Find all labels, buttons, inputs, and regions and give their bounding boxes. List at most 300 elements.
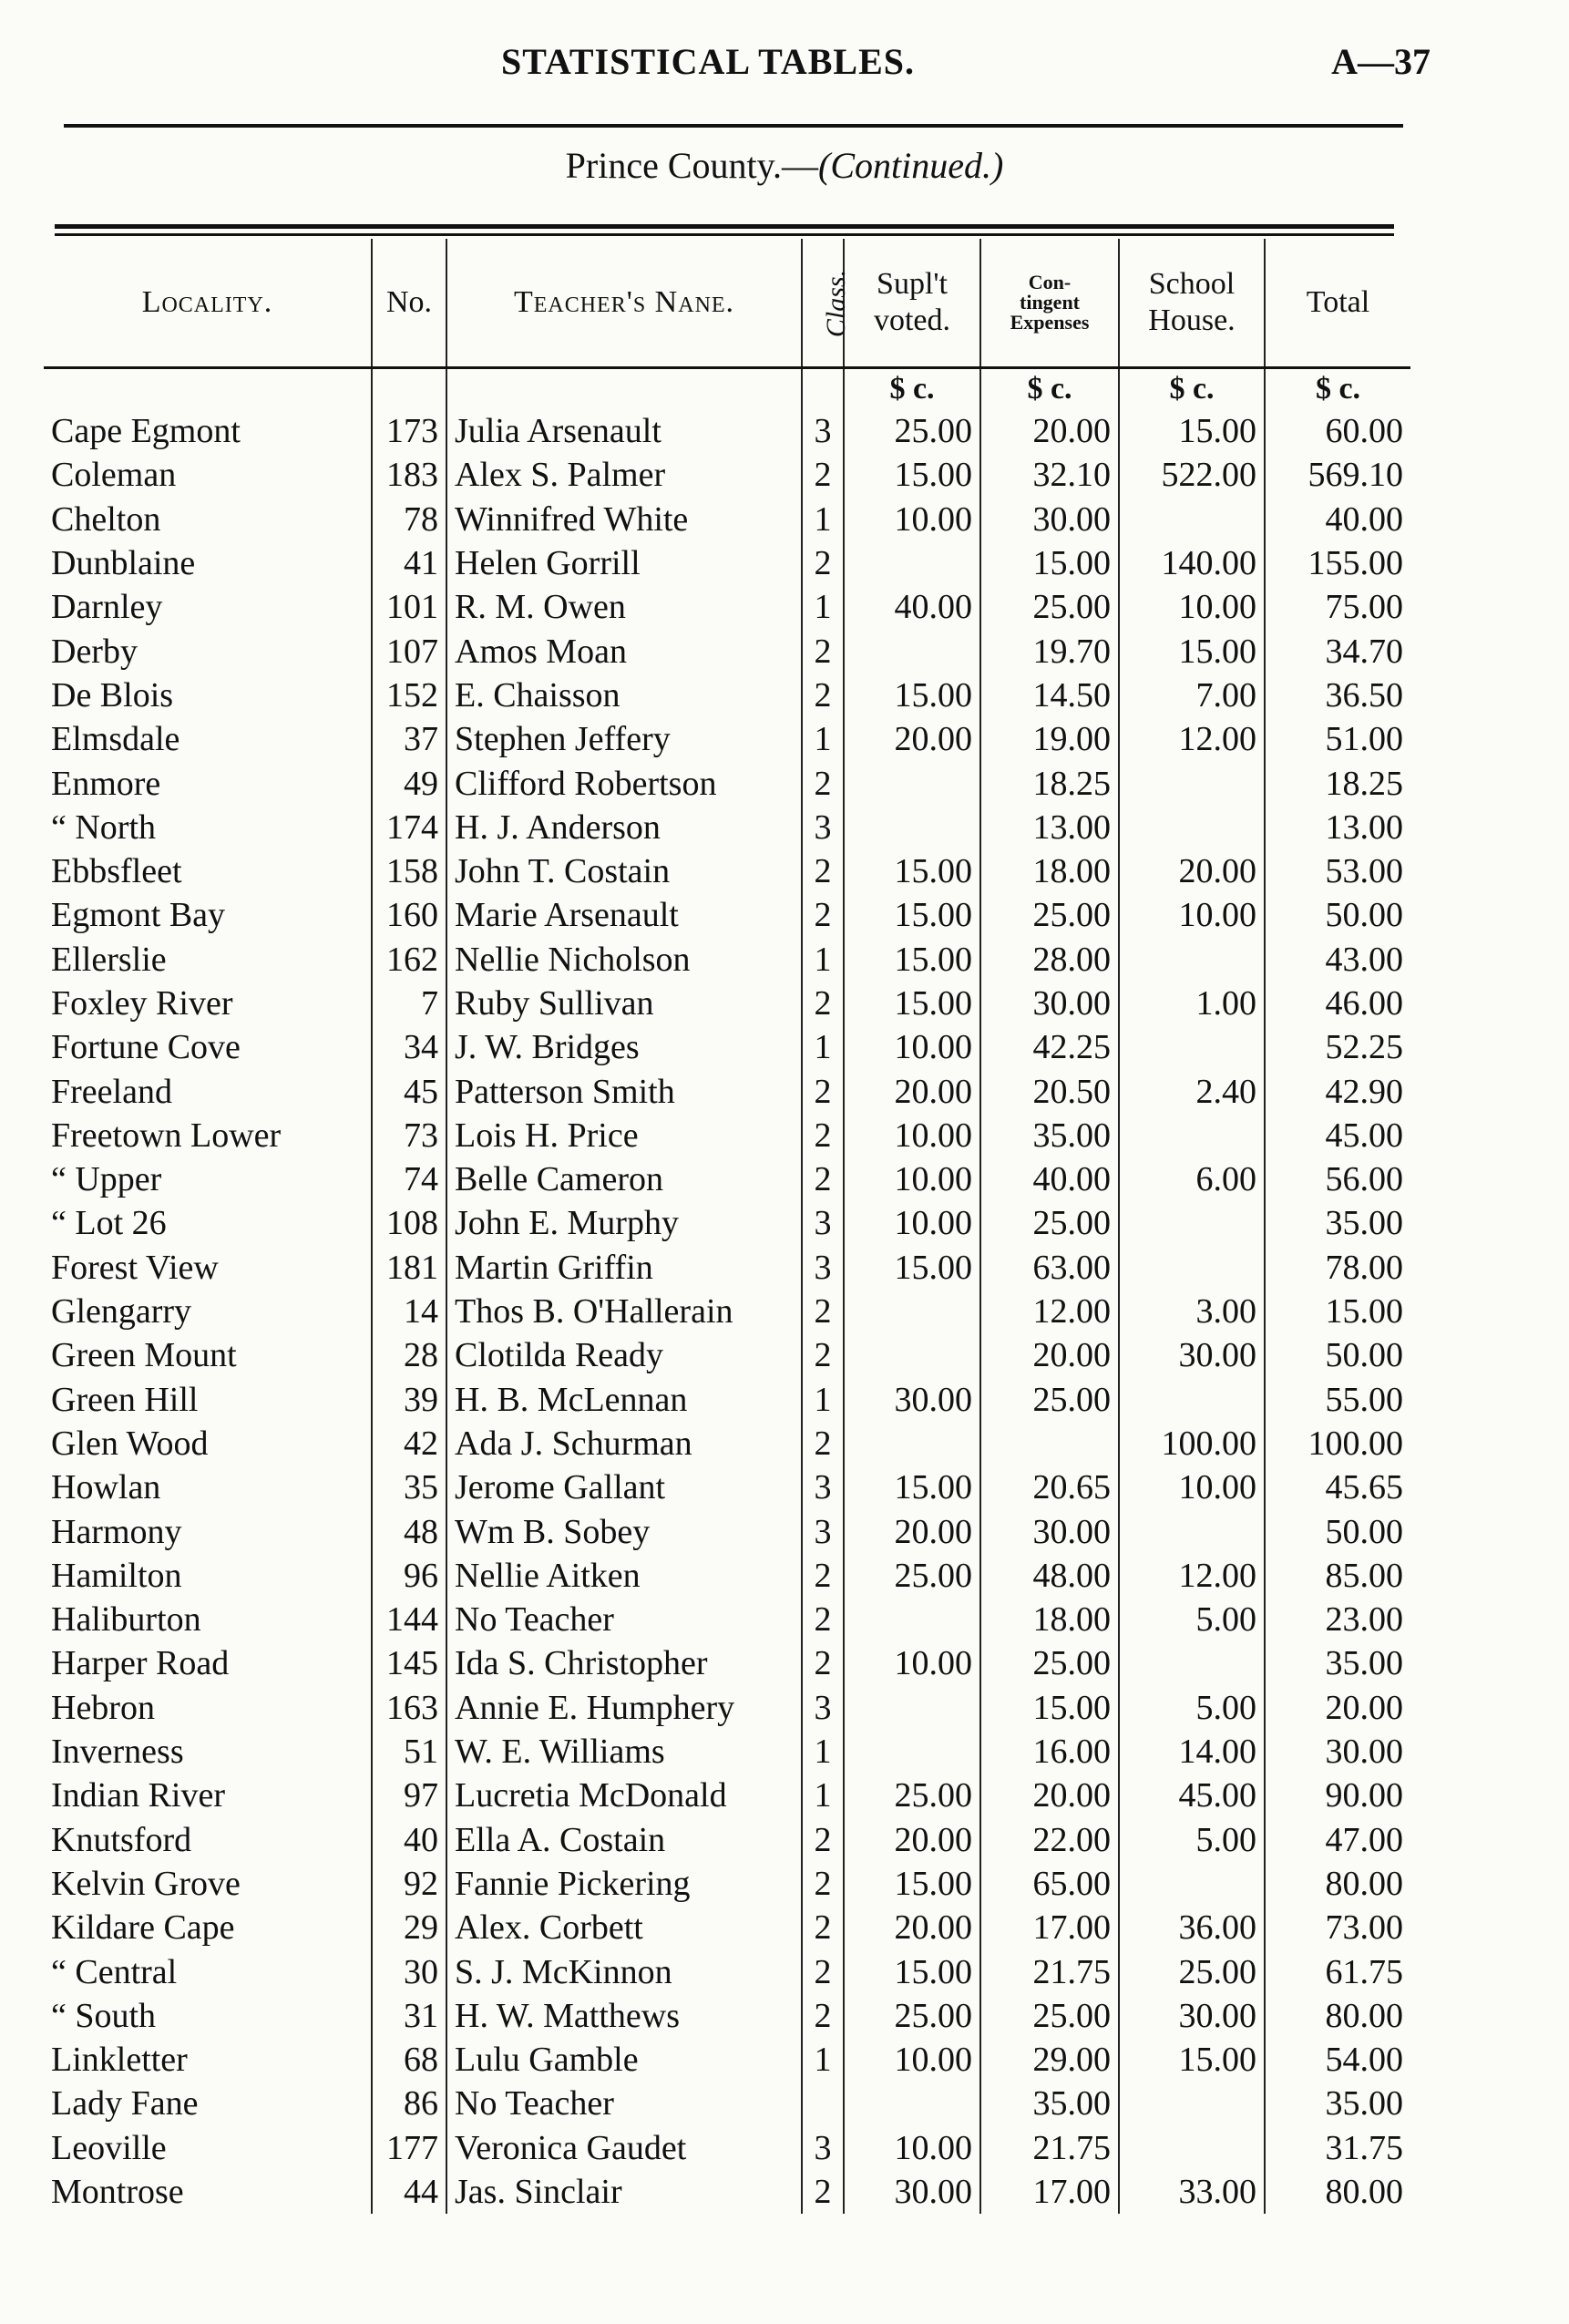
cell-contingent-expenses: 25.00 (980, 1201, 1119, 1245)
cell-contingent-expenses: 17.00 (980, 2170, 1119, 2214)
cell-school-house: 522.00 (1119, 453, 1265, 497)
cell-suppt-voted: 15.00 (844, 982, 980, 1025)
table-row (44, 2126, 1410, 2170)
table-row (44, 761, 1410, 805)
cell-school-no: 48 (372, 1509, 446, 1553)
cell-school-house (1119, 498, 1265, 541)
table-row (44, 982, 1410, 1025)
cell-school-no: 40 (372, 1818, 446, 1862)
cell-school-house: 5.00 (1119, 1598, 1265, 1641)
cell-suppt-voted (844, 1730, 980, 1774)
cell-locality: Haliburton (51, 1600, 201, 1640)
table-row (44, 2038, 1410, 2082)
cell-school-no: 39 (372, 1378, 446, 1422)
cell-class: 1 (802, 1025, 844, 1069)
cell-total: 61.75 (1265, 1949, 1410, 1993)
table-row (44, 1730, 1410, 1774)
cell-teacher: Belle Cameron (446, 1157, 802, 1201)
cell-teacher: H. W. Matthews (446, 1994, 802, 2038)
cell-total: 13.00 (1265, 806, 1410, 849)
cell-teacher: Clifford Robertson (446, 761, 802, 805)
cell-school-no: 78 (372, 498, 446, 541)
cell-class: 1 (802, 1774, 844, 1817)
cell-locality: “ Central (51, 1952, 178, 1991)
cell-school-no: 108 (372, 1201, 446, 1245)
cell-school-no: 86 (372, 2082, 446, 2125)
cell-total: 15.00 (1265, 1290, 1410, 1333)
cell-school-no: 51 (372, 1730, 446, 1774)
subtitle-continued: (Continued.) (818, 145, 1004, 186)
cell-school-no: 96 (372, 1554, 446, 1598)
cell-total: 42.90 (1265, 1069, 1410, 1113)
cell-class: 2 (802, 1994, 844, 2038)
cell-teacher: Alex. Corbett (446, 1906, 802, 1949)
cell-school-no: 145 (372, 1641, 446, 1685)
cell-suppt-voted: 30.00 (844, 2170, 980, 2214)
cell-contingent-expenses: 25.00 (980, 1641, 1119, 1685)
cell-class: 2 (802, 1114, 844, 1157)
cell-teacher: H. J. Anderson (446, 806, 802, 849)
cell-total: 20.00 (1265, 1686, 1410, 1730)
cell-school-house: 7.00 (1119, 674, 1265, 717)
col-header-school-house: School House. (1119, 239, 1265, 368)
cell-locality: Lady Fane (51, 2084, 199, 2123)
cell-total: 80.00 (1265, 1862, 1410, 1906)
cell-class: 2 (802, 541, 844, 585)
cell-class: 2 (802, 1554, 844, 1598)
col-header-locality: Locality. (44, 239, 372, 368)
table-row (44, 1157, 1410, 1201)
cell-school-no: 162 (372, 938, 446, 982)
cell-locality: Linkletter (51, 2041, 188, 2080)
cell-contingent-expenses: 21.75 (980, 1949, 1119, 1993)
cell-locality: Green Hill (51, 1380, 199, 1419)
cell-suppt-voted: 10.00 (844, 1025, 980, 1069)
table-row (44, 1818, 1410, 1862)
cell-suppt-voted (844, 1686, 980, 1730)
cell-contingent-expenses: 25.00 (980, 585, 1119, 629)
cell-class: 2 (802, 849, 844, 893)
col-header-no: No. (372, 239, 446, 368)
units-cell-blank (802, 368, 844, 410)
cell-suppt-voted (844, 1333, 980, 1377)
cell-teacher: No Teacher (446, 1598, 802, 1641)
cell-school-no: 45 (372, 1069, 446, 1113)
cell-total: 569.10 (1265, 453, 1410, 497)
cell-school-no: 68 (372, 2038, 446, 2082)
cell-locality: Harmony (51, 1512, 182, 1551)
cell-contingent-expenses: 35.00 (980, 2082, 1119, 2125)
cell-total: 85.00 (1265, 1554, 1410, 1598)
cell-total: 40.00 (1265, 498, 1410, 541)
cell-locality: Hamilton (51, 1556, 182, 1595)
cell-suppt-voted: 15.00 (844, 893, 980, 937)
cell-suppt-voted: 25.00 (844, 409, 980, 453)
cell-teacher: Stephen Jeffery (446, 717, 802, 761)
cell-school-no: 144 (372, 1598, 446, 1641)
cell-teacher: Jerome Gallant (446, 1465, 802, 1509)
cell-class: 2 (802, 453, 844, 497)
table-row (44, 1641, 1410, 1685)
cell-school-no: 92 (372, 1862, 446, 1906)
cell-class: 3 (802, 1201, 844, 1245)
cell-contingent-expenses: 30.00 (980, 498, 1119, 541)
table-row (44, 849, 1410, 893)
cell-school-house: 1.00 (1119, 982, 1265, 1025)
cell-total: 45.65 (1265, 1465, 1410, 1509)
cell-suppt-voted (844, 629, 980, 673)
cell-contingent-expenses: 15.00 (980, 541, 1119, 585)
cell-total: 100.00 (1265, 1422, 1410, 1465)
cell-school-house: 100.00 (1119, 1422, 1265, 1465)
table-row (44, 409, 1410, 453)
cell-suppt-voted: 20.00 (844, 1906, 980, 1949)
cell-school-no: 181 (372, 1246, 446, 1290)
cell-total: 52.25 (1265, 1025, 1410, 1069)
cell-locality: Fortune Cove (51, 1028, 241, 1067)
cell-locality: Dunblaine (51, 544, 196, 583)
cell-suppt-voted: 20.00 (844, 1069, 980, 1113)
cell-contingent-expenses: 28.00 (980, 938, 1119, 982)
cell-school-house: 15.00 (1119, 409, 1265, 453)
cell-school-house (1119, 806, 1265, 849)
cell-school-house: 14.00 (1119, 1730, 1265, 1774)
cell-teacher: Ada J. Schurman (446, 1422, 802, 1465)
cell-class: 2 (802, 674, 844, 717)
cell-suppt-voted: 10.00 (844, 1114, 980, 1157)
cell-locality: Kelvin Grove (51, 1864, 241, 1903)
cell-teacher: W. E. Williams (446, 1730, 802, 1774)
cell-contingent-expenses: 29.00 (980, 2038, 1119, 2082)
cell-school-no: 158 (372, 849, 446, 893)
cell-class: 3 (802, 2126, 844, 2170)
cell-suppt-voted: 15.00 (844, 453, 980, 497)
cell-locality: “ Lot 26 (51, 1204, 167, 1243)
cell-contingent-expenses: 14.50 (980, 674, 1119, 717)
cell-school-house (1119, 1862, 1265, 1906)
cell-school-house (1119, 938, 1265, 982)
cell-class: 2 (802, 1818, 844, 1862)
cell-suppt-voted: 10.00 (844, 2126, 980, 2170)
cell-school-no: 49 (372, 761, 446, 805)
cell-suppt-voted (844, 1422, 980, 1465)
cell-contingent-expenses: 19.00 (980, 717, 1119, 761)
cell-suppt-voted: 15.00 (844, 849, 980, 893)
cell-teacher: Lucretia McDonald (446, 1774, 802, 1817)
cell-total: 43.00 (1265, 938, 1410, 982)
cell-class: 3 (802, 1509, 844, 1553)
cell-contingent-expenses: 18.25 (980, 761, 1119, 805)
table-row (44, 1246, 1410, 1290)
cell-locality: Glengarry (51, 1292, 192, 1332)
cell-suppt-voted: 25.00 (844, 1994, 980, 2038)
cell-school-no: 29 (372, 1906, 446, 1949)
cell-locality: Hebron (51, 1688, 155, 1727)
cell-school-no: 44 (372, 2170, 446, 2214)
statistics-table (44, 239, 1410, 2214)
cell-total: 73.00 (1265, 1906, 1410, 1949)
cell-total: 80.00 (1265, 2170, 1410, 2214)
cell-teacher: Nellie Aitken (446, 1554, 802, 1598)
cell-school-house: 12.00 (1119, 717, 1265, 761)
cell-suppt-voted (844, 761, 980, 805)
table-row (44, 1290, 1410, 1333)
cell-locality: Knutsford (51, 1820, 192, 1859)
cell-class (802, 2082, 844, 2125)
cell-teacher: E. Chaisson (446, 674, 802, 717)
cell-school-house: 10.00 (1119, 893, 1265, 937)
cell-total: 31.75 (1265, 2126, 1410, 2170)
cell-school-house: 5.00 (1119, 1818, 1265, 1862)
cell-school-house: 2.40 (1119, 1069, 1265, 1113)
cell-contingent-expenses: 30.00 (980, 1509, 1119, 1553)
units-total: $ c. (1265, 368, 1410, 410)
cell-school-no: 177 (372, 2126, 446, 2170)
cell-school-house: 3.00 (1119, 1290, 1265, 1333)
cell-teacher: R. M. Owen (446, 585, 802, 629)
table-row (44, 1422, 1410, 1465)
cell-class: 1 (802, 1730, 844, 1774)
table-row (44, 1201, 1410, 1245)
cell-school-house: 30.00 (1119, 1994, 1265, 2038)
cell-school-no: 74 (372, 1157, 446, 1201)
cell-class: 2 (802, 893, 844, 937)
cell-suppt-voted (844, 1290, 980, 1333)
cell-total: 23.00 (1265, 1598, 1410, 1641)
table-row (44, 1949, 1410, 1993)
cell-school-house: 15.00 (1119, 2038, 1265, 2082)
cell-locality: Forest View (51, 1248, 219, 1287)
cell-school-house: 33.00 (1119, 2170, 1265, 2214)
cell-locality: Ellerslie (51, 940, 167, 979)
cell-teacher: Thos B. O'Hallerain (446, 1290, 802, 1333)
cell-locality: Chelton (51, 499, 161, 539)
cell-class: 2 (802, 1422, 844, 1465)
cell-contingent-expenses: 22.00 (980, 1818, 1119, 1862)
cell-suppt-voted: 10.00 (844, 1641, 980, 1685)
cell-contingent-expenses: 42.25 (980, 1025, 1119, 1069)
cell-suppt-voted: 10.00 (844, 498, 980, 541)
cell-total: 35.00 (1265, 2082, 1410, 2125)
cell-school-house: 5.00 (1119, 1686, 1265, 1730)
cell-school-house (1119, 1246, 1265, 1290)
cell-total: 18.25 (1265, 761, 1410, 805)
cell-contingent-expenses: 16.00 (980, 1730, 1119, 1774)
table-top-rule (55, 224, 1394, 229)
cell-total: 90.00 (1265, 1774, 1410, 1817)
cell-suppt-voted: 25.00 (844, 1774, 980, 1817)
cell-contingent-expenses: 65.00 (980, 1862, 1119, 1906)
cell-teacher: Patterson Smith (446, 1069, 802, 1113)
table-row (44, 806, 1410, 849)
cell-school-house (1119, 1509, 1265, 1553)
table-row (44, 1025, 1410, 1069)
cell-teacher: John T. Costain (446, 849, 802, 893)
cell-school-no: 35 (372, 1465, 446, 1509)
cell-school-house: 12.00 (1119, 1554, 1265, 1598)
cell-school-no: 97 (372, 1774, 446, 1817)
cell-total: 30.00 (1265, 1730, 1410, 1774)
table-row (44, 2082, 1410, 2125)
cell-class: 2 (802, 1641, 844, 1685)
cell-school-no: 73 (372, 1114, 446, 1157)
col-header-teacher: Teacher's Nane. (446, 239, 802, 368)
table-row (44, 1114, 1410, 1157)
page-number: A—37 (1331, 41, 1431, 82)
cell-locality: Kildare Cape (51, 1908, 235, 1948)
table-row (44, 498, 1410, 541)
cell-school-house (1119, 761, 1265, 805)
cell-teacher: Jas. Sinclair (446, 2170, 802, 2214)
subtitle-main: Prince County.— (565, 145, 819, 186)
cell-suppt-voted: 15.00 (844, 1465, 980, 1509)
cell-teacher: Ruby Sullivan (446, 982, 802, 1025)
cell-contingent-expenses: 21.75 (980, 2126, 1119, 2170)
contingent-label-3: Expenses (1010, 311, 1090, 334)
cell-total: 35.00 (1265, 1641, 1410, 1685)
cell-locality: Ebbsfleet (51, 852, 182, 891)
cell-school-no: 37 (372, 717, 446, 761)
cell-school-house (1119, 1114, 1265, 1157)
cell-total: 60.00 (1265, 409, 1410, 453)
units-suppt: $ c. (844, 368, 980, 410)
cell-school-house: 6.00 (1119, 1157, 1265, 1201)
table-row (44, 1509, 1410, 1553)
cell-total: 155.00 (1265, 541, 1410, 585)
cell-school-house (1119, 2126, 1265, 2170)
cell-locality: Harper Road (51, 1644, 230, 1683)
table-row (44, 629, 1410, 673)
cell-teacher: Amos Moan (446, 629, 802, 673)
cell-locality: Freeland (51, 1072, 172, 1111)
cell-contingent-expenses: 12.00 (980, 1290, 1119, 1333)
cell-school-house (1119, 2082, 1265, 2125)
cell-locality: Indian River (51, 1776, 226, 1815)
cell-contingent-expenses: 30.00 (980, 982, 1119, 1025)
cell-teacher: No Teacher (446, 2082, 802, 2125)
header-row (44, 239, 1410, 368)
cell-total: 54.00 (1265, 2038, 1410, 2082)
table-row (44, 585, 1410, 629)
contingent-label-2: tingent (1020, 291, 1080, 314)
cell-teacher: John E. Murphy (446, 1201, 802, 1245)
cell-class: 3 (802, 1246, 844, 1290)
cell-locality: Cape Egmont (51, 412, 241, 451)
cell-teacher: H. B. McLennan (446, 1378, 802, 1422)
cell-school-no: 14 (372, 1290, 446, 1333)
cell-contingent-expenses: 40.00 (980, 1157, 1119, 1201)
table-row (44, 541, 1410, 585)
cell-suppt-voted: 15.00 (844, 1949, 980, 1993)
cell-school-no: 31 (372, 1994, 446, 2038)
col-header-contingent (980, 239, 1119, 368)
cell-contingent-expenses: 20.00 (980, 1333, 1119, 1377)
cell-suppt-voted (844, 806, 980, 849)
cell-suppt-voted: 15.00 (844, 1246, 980, 1290)
cell-locality: Darnley (51, 588, 163, 627)
cell-class: 1 (802, 717, 844, 761)
cell-locality: “ South (51, 1996, 157, 2035)
cell-contingent-expenses: 20.00 (980, 1774, 1119, 1817)
cell-school-no: 7 (372, 982, 446, 1025)
cell-contingent-expenses: 18.00 (980, 1598, 1119, 1641)
cell-teacher: Clotilda Ready (446, 1333, 802, 1377)
cell-contingent-expenses: 25.00 (980, 893, 1119, 937)
cell-suppt-voted (844, 1598, 980, 1641)
cell-school-no: 30 (372, 1949, 446, 1993)
cell-class: 3 (802, 409, 844, 453)
cell-suppt-voted: 30.00 (844, 1378, 980, 1422)
cell-total: 53.00 (1265, 849, 1410, 893)
cell-class: 2 (802, 629, 844, 673)
cell-suppt-voted: 10.00 (844, 1201, 980, 1245)
cell-locality: Egmont Bay (51, 896, 226, 935)
cell-teacher: Martin Griffin (446, 1246, 802, 1290)
table-row (44, 893, 1410, 937)
cell-locality: Leoville (51, 2128, 167, 2167)
cell-class: 1 (802, 2038, 844, 2082)
cell-contingent-expenses: 17.00 (980, 1906, 1119, 1949)
cell-teacher: Alex S. Palmer (446, 453, 802, 497)
cell-school-house (1119, 1201, 1265, 1245)
cell-class: 2 (802, 1598, 844, 1641)
cell-contingent-expenses: 15.00 (980, 1686, 1119, 1730)
page-header (64, 40, 1431, 104)
cell-school-house (1119, 1641, 1265, 1685)
cell-class: 1 (802, 498, 844, 541)
cell-school-house: 36.00 (1119, 1906, 1265, 1949)
cell-class: 2 (802, 1333, 844, 1377)
cell-contingent-expenses: 20.65 (980, 1465, 1119, 1509)
cell-school-no: 173 (372, 409, 446, 453)
cell-school-house: 10.00 (1119, 585, 1265, 629)
cell-suppt-voted: 20.00 (844, 1509, 980, 1553)
cell-locality: Foxley River (51, 984, 233, 1023)
cell-school-house: 10.00 (1119, 1465, 1265, 1509)
cell-total: 55.00 (1265, 1378, 1410, 1422)
cell-school-house: 20.00 (1119, 849, 1265, 893)
table-row (44, 717, 1410, 761)
cell-locality: Green Mount (51, 1336, 237, 1375)
cell-suppt-voted: 25.00 (844, 1554, 980, 1598)
table-row (44, 2170, 1410, 2214)
table-row (44, 1378, 1410, 1422)
cell-total: 78.00 (1265, 1246, 1410, 1290)
cell-school-house: 140.00 (1119, 541, 1265, 585)
table-row (44, 453, 1410, 497)
cell-class: 2 (802, 761, 844, 805)
cell-school-no: 107 (372, 629, 446, 673)
cell-class: 3 (802, 1686, 844, 1730)
cell-total: 80.00 (1265, 1994, 1410, 2038)
cell-school-house: 25.00 (1119, 1949, 1265, 1993)
table-row (44, 1333, 1410, 1377)
cell-locality: De Blois (51, 675, 174, 715)
table-row (44, 1598, 1410, 1641)
cell-school-no: 101 (372, 585, 446, 629)
cell-contingent-expenses: 20.50 (980, 1069, 1119, 1113)
cell-class: 2 (802, 2170, 844, 2214)
cell-teacher: Ida S. Christopher (446, 1641, 802, 1685)
cell-school-no: 152 (372, 674, 446, 717)
units-cell-blank (44, 368, 372, 410)
cell-suppt-voted: 20.00 (844, 1818, 980, 1862)
cell-school-no: 183 (372, 453, 446, 497)
cell-class: 2 (802, 982, 844, 1025)
cell-teacher: Marie Arsenault (446, 893, 802, 937)
table-row (44, 1774, 1410, 1817)
table-row (44, 1465, 1410, 1509)
